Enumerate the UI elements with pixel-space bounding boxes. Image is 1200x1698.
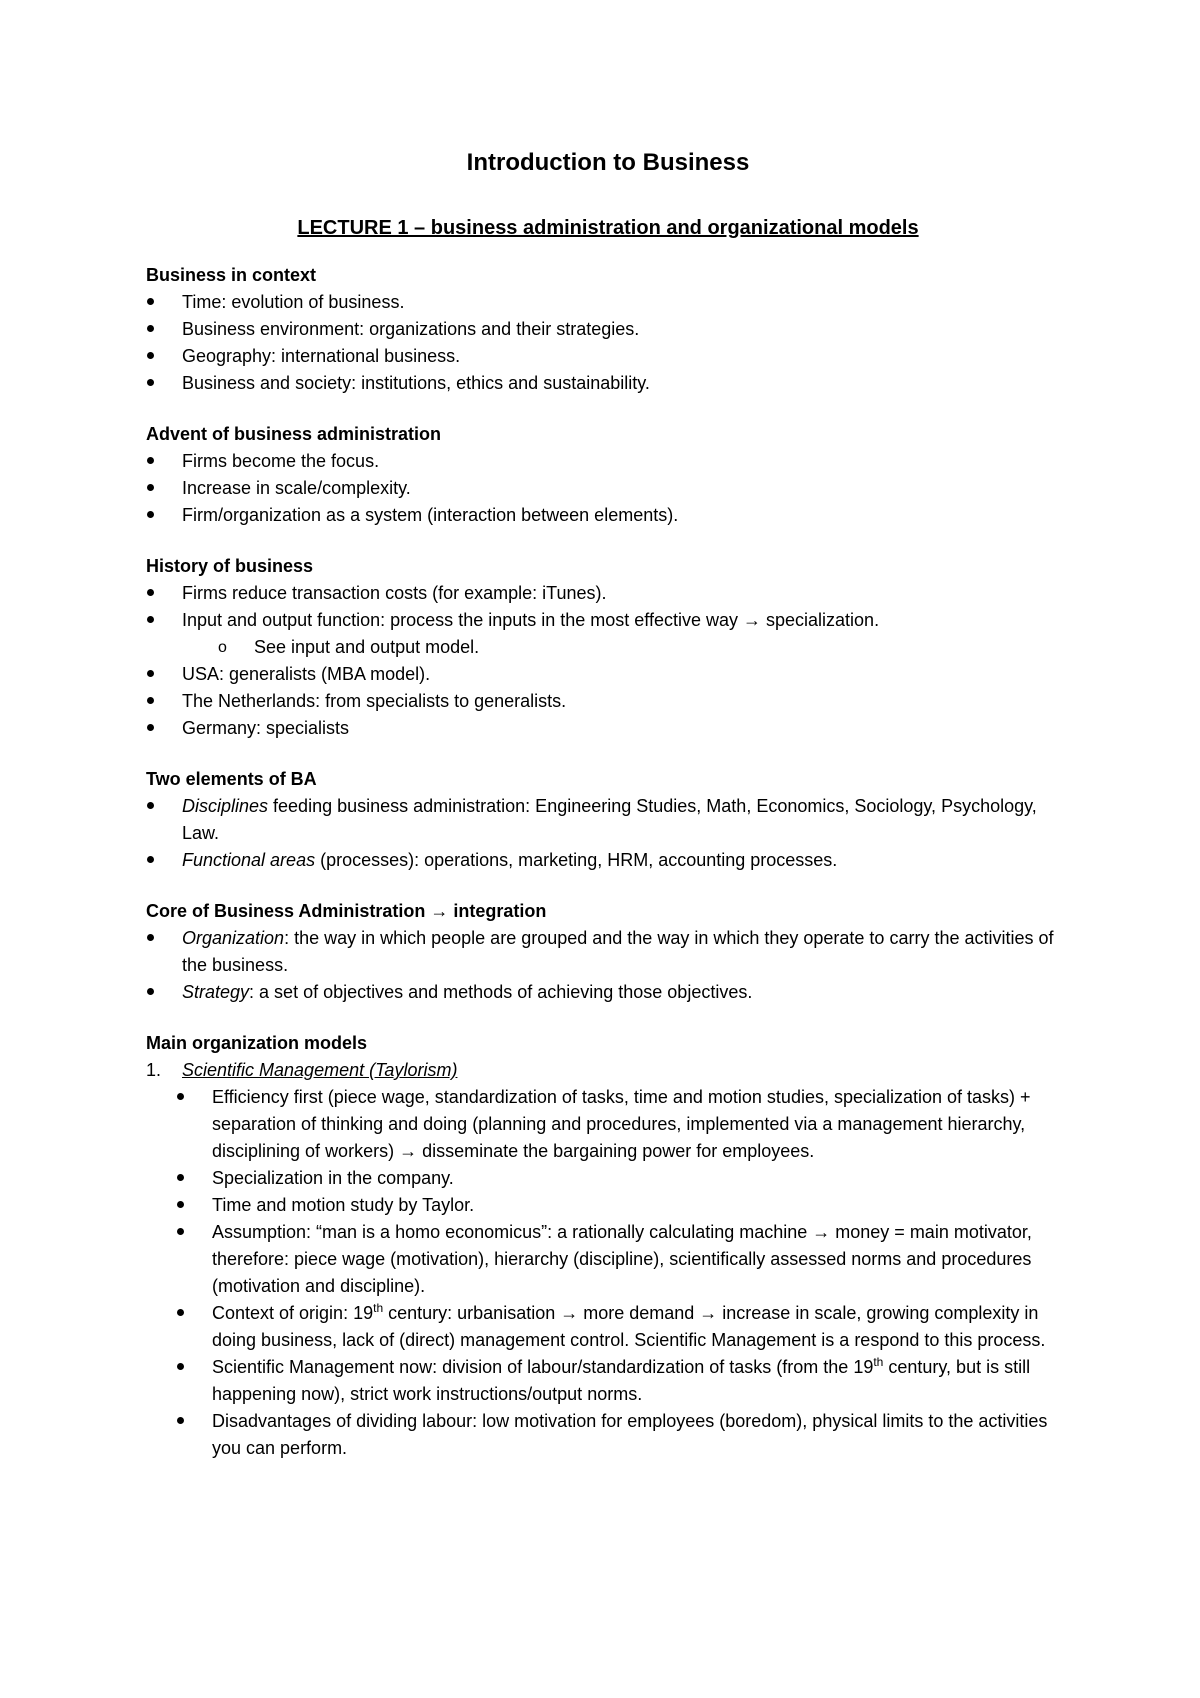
term: Disciplines [182, 796, 269, 816]
term: Functional areas [182, 850, 316, 870]
section-heading: Main organization models [146, 1033, 368, 1053]
list-item: USA: generalists (MBA model). [146, 661, 1070, 688]
list-item: Organization: the way in which people are grouped and the way in which they operate to carry the activities of the business. [146, 925, 1070, 979]
term: Organization [182, 928, 285, 948]
bullet-list [146, 1084, 1070, 1462]
bullet-icon [146, 661, 182, 688]
section-heading: Advent of business administration [146, 424, 442, 444]
list-item: Germany: specialists [146, 715, 1070, 742]
bullet-icon [146, 289, 182, 316]
bullet-icon [146, 688, 182, 715]
bullet-list [146, 289, 1070, 397]
list-item: Business and society: institutions, ethics and sustainability. [146, 370, 1070, 397]
list-item: Increase in scale/complexity. [146, 475, 1070, 502]
section-heading: Two elements of BA [146, 769, 317, 789]
bullet-icon [146, 502, 182, 529]
bullet-icon [176, 1192, 212, 1219]
list-item: Time: evolution of business. [146, 289, 1070, 316]
section-business-in-context [146, 262, 1070, 397]
list-item: Functional areas (processes): operations, marketing, HRM, accounting processes. [146, 847, 1070, 874]
list-item: Assumption: “man is a homo economicus”: a rationally calculating machine → money = main motivator, therefore: piece wage (motivation), hierarchy (discipline), scientifically assessed norms and procedures (motivation and discipline). [146, 1219, 1070, 1300]
list-item: Firm/organization as a system (interaction between elements). [146, 502, 1070, 529]
section-heading: History of business [146, 556, 314, 576]
circle-bullet-icon: o [218, 639, 227, 656]
list-item: Business environment: organizations and their strategies. [146, 316, 1070, 343]
bullet-list [146, 925, 1070, 1006]
section-history-of-business [146, 553, 1070, 742]
bullet-icon [146, 343, 182, 370]
section-heading: Core of Business Administration → integration [146, 901, 547, 921]
bullet-icon [146, 475, 182, 502]
list-item: Time and motion study by Taylor. [146, 1192, 1070, 1219]
sub-list-item: o See input and output model. [146, 634, 1070, 661]
bullet-icon [146, 979, 182, 1006]
section-two-elements-of-ba [146, 766, 1070, 874]
term: Strategy [182, 982, 250, 1002]
list-number: 1. [146, 1060, 162, 1080]
bullet-icon [176, 1408, 212, 1435]
bullet-icon [146, 370, 182, 397]
numbered-list [146, 1057, 1070, 1084]
bullet-icon [146, 793, 182, 820]
list-item: Specialization in the company. [146, 1165, 1070, 1192]
bullet-icon [146, 715, 182, 742]
lecture-heading: LECTURE 1 – business administration and organizational models [297, 217, 919, 239]
bullet-icon [146, 580, 182, 607]
document-title: Introduction to Business [466, 149, 750, 176]
section-core-of-business-administration [146, 898, 1070, 1006]
section-main-organization-models [146, 1030, 1070, 1462]
list-item: Disadvantages of dividing labour: low motivation for employees (boredom), physical limits to the activities you can perform. [146, 1408, 1070, 1462]
list-item: The Netherlands: from specialists to generalists. [146, 688, 1070, 715]
list-item: Firms become the focus. [146, 448, 1070, 475]
list-item: Strategy: a set of objectives and methods of achieving those objectives. [146, 979, 1070, 1006]
numbered-item [146, 1057, 1070, 1084]
document-content [146, 148, 1070, 1462]
bullet-icon [176, 1354, 212, 1381]
model-title: Scientific Management (Taylorism) [182, 1060, 458, 1080]
list-item: Input and output function: process the inputs in the most effective way → specialization. [146, 607, 1070, 634]
bullet-icon [146, 925, 182, 952]
bullet-icon [176, 1084, 212, 1111]
bullet-icon [146, 316, 182, 343]
list-item: Scientific Management now: division of labour/standardization of tasks (from the 19th century, but is still happening now), strict work instructions/output norms. [146, 1354, 1070, 1408]
bullet-icon [176, 1165, 212, 1192]
bullet-list [146, 580, 1070, 742]
bullet-list [146, 448, 1070, 529]
list-item: Efficiency first (piece wage, standardization of tasks, time and motion studies, specialization of tasks) + separation of thinking and doing (planning and procedures, implemented via a management hierarchy, disciplining of workers) → disseminate the bargaining power for employees. [146, 1084, 1070, 1165]
list-item: Firms reduce transaction costs (for example: iTunes). [146, 580, 1070, 607]
bullet-icon [146, 607, 182, 634]
bullet-icon [146, 847, 182, 874]
list-item: Context of origin: 19th century: urbanisation → more demand → increase in scale, growing complexity in doing business, lack of (direct) management control. Scientific Management is a respond to this process. [146, 1300, 1070, 1354]
list-item: Disciplines feeding business administration: Engineering Studies, Math, Economics, Sociology, Psychology, Law. [146, 793, 1070, 847]
section-heading: Business in context [146, 265, 317, 285]
bullet-icon [176, 1300, 212, 1327]
bullet-icon [176, 1219, 212, 1246]
list-item: Geography: international business. [146, 343, 1070, 370]
bullet-list [146, 793, 1070, 874]
bullet-icon [146, 448, 182, 475]
section-advent-of-business-administration [146, 421, 1070, 529]
